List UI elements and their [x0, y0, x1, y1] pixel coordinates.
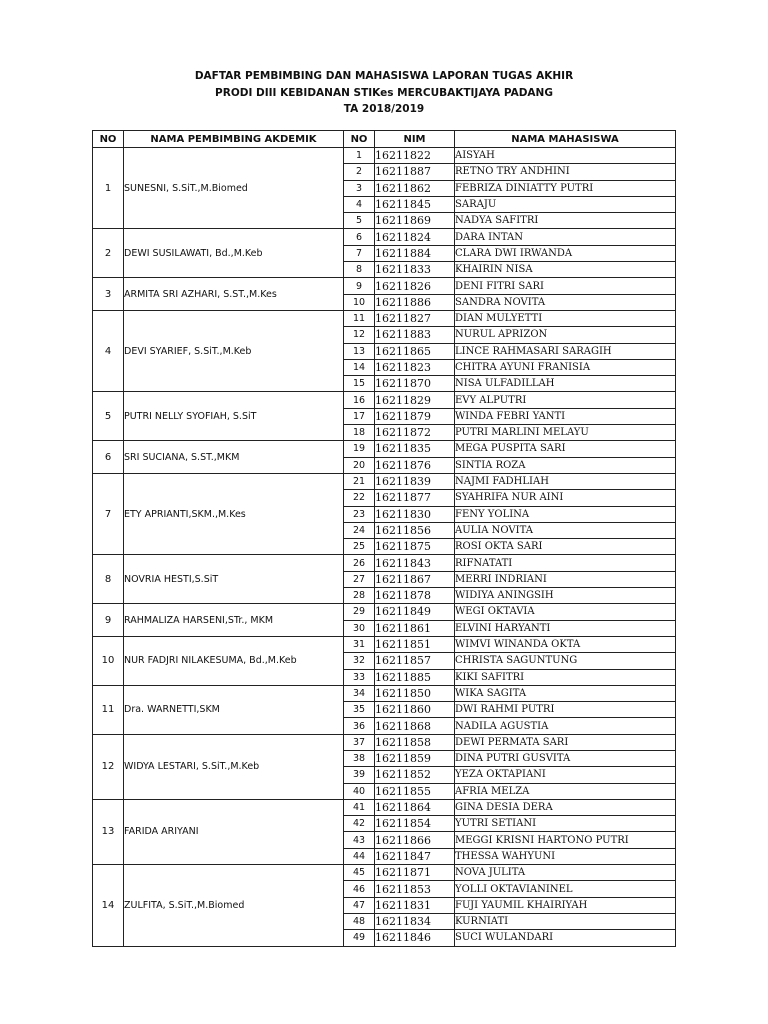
table-row	[93, 392, 676, 408]
student-name: AISYAH	[455, 148, 676, 164]
student-number: 45	[344, 865, 375, 881]
student-nim: 16211879	[375, 408, 455, 424]
advisor-name: DEVI SYARIEF, S.SiT.,M.Keb	[124, 310, 344, 391]
student-name: NURUL APRIZON	[455, 327, 676, 343]
student-nim: 16211864	[375, 799, 455, 815]
advisor-number: 4	[93, 310, 124, 391]
table-row	[93, 148, 676, 164]
student-number: 14	[344, 359, 375, 375]
student-number: 8	[344, 262, 375, 278]
student-nim: 16211870	[375, 376, 455, 392]
student-number: 46	[344, 881, 375, 897]
student-nim: 16211855	[375, 783, 455, 799]
student-number: 49	[344, 930, 375, 946]
student-name: GINA DESIA DERA	[455, 799, 676, 815]
student-nim: 16211829	[375, 392, 455, 408]
advisor-number: 2	[93, 229, 124, 278]
student-nim: 16211822	[375, 148, 455, 164]
student-name: YOLLI OKTAVIANINEL	[455, 881, 676, 897]
student-number: 26	[344, 555, 375, 571]
student-nim: 16211835	[375, 441, 455, 457]
advisor-name: ARMITA SRI AZHARI, S.ST.,M.Kes	[124, 278, 344, 311]
student-nim: 16211872	[375, 425, 455, 441]
student-number: 34	[344, 685, 375, 701]
student-name: WIKA SAGITA	[455, 685, 676, 701]
student-number: 43	[344, 832, 375, 848]
student-nim: 16211875	[375, 539, 455, 555]
student-name: KIKI SAFITRI	[455, 669, 676, 685]
table-row	[93, 685, 676, 701]
student-name: RIFNATATI	[455, 555, 676, 571]
student-name: EVY ALPUTRI	[455, 392, 676, 408]
student-name: DEWI PERMATA SARI	[455, 734, 676, 750]
advisor-number: 6	[93, 441, 124, 474]
student-nim: 16211860	[375, 702, 455, 718]
student-number: 3	[344, 180, 375, 196]
student-nim: 16211865	[375, 343, 455, 359]
header-student-name: NAMA MAHASISWA	[455, 131, 676, 148]
student-name: SANDRA NOVITA	[455, 294, 676, 310]
student-name: MERRI INDRIANI	[455, 571, 676, 587]
student-number: 12	[344, 327, 375, 343]
student-nim: 16211861	[375, 620, 455, 636]
student-nim: 16211827	[375, 310, 455, 326]
advisor-name: ZULFITA, S.SiT.,M.Biomed	[124, 865, 344, 946]
advisor-number: 1	[93, 148, 124, 229]
title-line-3: TA 2018/2019	[343, 103, 425, 115]
student-name: NAJMI FADHLIAH	[455, 473, 676, 489]
student-name: MEGGI KRISNI HARTONO PUTRI	[455, 832, 676, 848]
student-nim: 16211830	[375, 506, 455, 522]
advisor-number: 12	[93, 734, 124, 799]
student-number: 38	[344, 750, 375, 766]
student-name: ROSI OKTA SARI	[455, 539, 676, 555]
advisor-number: 11	[93, 685, 124, 734]
student-name: CLARA DWI IRWANDA	[455, 245, 676, 261]
student-nim: 16211867	[375, 571, 455, 587]
student-number: 16	[344, 392, 375, 408]
student-nim: 16211868	[375, 718, 455, 734]
student-name: NADILA AGUSTIA	[455, 718, 676, 734]
student-name: SYAHRIFA NUR AINI	[455, 490, 676, 506]
student-nim: 16211847	[375, 848, 455, 864]
student-number: 37	[344, 734, 375, 750]
student-nim: 16211856	[375, 522, 455, 538]
header-nim: NIM	[375, 131, 455, 148]
student-number: 5	[344, 213, 375, 229]
header-student-no: NO	[344, 131, 375, 148]
student-number: 1	[344, 148, 375, 164]
document-title	[0, 68, 768, 118]
header-advisor-name: NAMA PEMBIMBING AKDEMIK	[124, 131, 344, 148]
student-number: 20	[344, 457, 375, 473]
student-name: NISA ULFADILLAH	[455, 376, 676, 392]
student-nim: 16211849	[375, 604, 455, 620]
advisor-name: Dra. WARNETTI,SKM	[124, 685, 344, 734]
student-number: 2	[344, 164, 375, 180]
student-number: 10	[344, 294, 375, 310]
student-nim: 16211878	[375, 588, 455, 604]
advisor-number: 7	[93, 473, 124, 554]
student-number: 13	[344, 343, 375, 359]
student-nim: 16211887	[375, 164, 455, 180]
student-number: 41	[344, 799, 375, 815]
advisor-name: PUTRI NELLY SYOFIAH, S.SiT	[124, 392, 344, 441]
advisor-number: 8	[93, 555, 124, 604]
student-name: THESSA WAHYUNI	[455, 848, 676, 864]
student-name: DINA PUTRI GUSVITA	[455, 750, 676, 766]
student-nim: 16211839	[375, 473, 455, 489]
student-name: KHAIRIN NISA	[455, 262, 676, 278]
student-number: 40	[344, 783, 375, 799]
table-row	[93, 310, 676, 326]
student-nim: 16211859	[375, 750, 455, 766]
student-name: AFRIA MELZA	[455, 783, 676, 799]
table-row	[93, 865, 676, 881]
student-number: 35	[344, 702, 375, 718]
student-name: AULIA NOVITA	[455, 522, 676, 538]
table-header-row	[93, 131, 676, 148]
student-number: 9	[344, 278, 375, 294]
advisor-name: NUR FADJRI NILAKESUMA, Bd.,M.Keb	[124, 636, 344, 685]
student-name: WINDA FEBRI YANTI	[455, 408, 676, 424]
student-name: SUCI WULANDARI	[455, 930, 676, 946]
student-number: 23	[344, 506, 375, 522]
student-nim: 16211883	[375, 327, 455, 343]
advisor-number: 9	[93, 604, 124, 637]
student-number: 7	[344, 245, 375, 261]
student-number: 47	[344, 897, 375, 913]
table-row	[93, 278, 676, 294]
student-name: CHRISTA SAGUNTUNG	[455, 653, 676, 669]
student-name: LINCE RAHMASARI SARAGIH	[455, 343, 676, 359]
student-name: WEGI OKTAVIA	[455, 604, 676, 620]
table-row	[93, 604, 676, 620]
advisor-name: WIDYA LESTARI, S.SiT.,M.Keb	[124, 734, 344, 799]
student-nim: 16211823	[375, 359, 455, 375]
student-nim: 16211877	[375, 490, 455, 506]
student-name: YUTRI SETIANI	[455, 816, 676, 832]
table-row	[93, 473, 676, 489]
student-number: 28	[344, 588, 375, 604]
student-nim: 16211831	[375, 897, 455, 913]
student-number: 33	[344, 669, 375, 685]
advisor-number: 10	[93, 636, 124, 685]
student-name: FEBRIZA DINIATTY PUTRI	[455, 180, 676, 196]
table-row	[93, 441, 676, 457]
header-advisor-no: NO	[93, 131, 124, 148]
student-name: YEZA OKTAPIANI	[455, 767, 676, 783]
student-name: DARA INTAN	[455, 229, 676, 245]
student-nim: 16211857	[375, 653, 455, 669]
student-number: 6	[344, 229, 375, 245]
student-nim: 16211852	[375, 767, 455, 783]
student-number: 42	[344, 816, 375, 832]
student-nim: 16211843	[375, 555, 455, 571]
student-nim: 16211824	[375, 229, 455, 245]
table-body	[93, 148, 676, 947]
table-row	[93, 636, 676, 652]
student-name: SINTIA ROZA	[455, 457, 676, 473]
student-name: KURNIATI	[455, 913, 676, 929]
student-number: 25	[344, 539, 375, 555]
advisor-number: 5	[93, 392, 124, 441]
student-name: ELVINI HARYANTI	[455, 620, 676, 636]
student-name: WIDIYA ANINGSIH	[455, 588, 676, 604]
student-number: 18	[344, 425, 375, 441]
student-number: 31	[344, 636, 375, 652]
advisor-name: DEWI SUSILAWATI, Bd.,M.Keb	[124, 229, 344, 278]
student-nim: 16211862	[375, 180, 455, 196]
advisor-name: RAHMALIZA HARSENI,STr., MKM	[124, 604, 344, 637]
advisor-number: 3	[93, 278, 124, 311]
student-number: 48	[344, 913, 375, 929]
student-name: NADYA SAFITRI	[455, 213, 676, 229]
student-name: FUJI YAUMIL KHAIRIYAH	[455, 897, 676, 913]
student-number: 24	[344, 522, 375, 538]
student-nim: 16211866	[375, 832, 455, 848]
student-nim: 16211851	[375, 636, 455, 652]
advisor-name: NOVRIA HESTI,S.SiT	[124, 555, 344, 604]
student-nim: 16211826	[375, 278, 455, 294]
student-nim: 16211833	[375, 262, 455, 278]
student-nim: 16211886	[375, 294, 455, 310]
student-nim: 16211884	[375, 245, 455, 261]
student-number: 11	[344, 310, 375, 326]
student-name: RETNO TRY ANDHINI	[455, 164, 676, 180]
advisor-student-table	[92, 130, 676, 947]
advisor-name: SUNESNI, S.SiT.,M.Biomed	[124, 148, 344, 229]
student-number: 15	[344, 376, 375, 392]
student-number: 39	[344, 767, 375, 783]
student-number: 27	[344, 571, 375, 587]
student-nim: 16211853	[375, 881, 455, 897]
student-nim: 16211846	[375, 930, 455, 946]
student-number: 30	[344, 620, 375, 636]
student-number: 44	[344, 848, 375, 864]
advisor-name: ETY APRIANTI,SKM.,M.Kes	[124, 473, 344, 554]
student-name: CHITRA AYUNI FRANISIA	[455, 359, 676, 375]
student-number: 32	[344, 653, 375, 669]
student-name: DIAN MULYETTI	[455, 310, 676, 326]
student-name: MEGA PUSPITA SARI	[455, 441, 676, 457]
student-number: 36	[344, 718, 375, 734]
student-nim: 16211885	[375, 669, 455, 685]
student-name: WIMVI WINANDA OKTA	[455, 636, 676, 652]
student-nim: 16211854	[375, 816, 455, 832]
student-number: 19	[344, 441, 375, 457]
student-number: 4	[344, 196, 375, 212]
table-row	[93, 555, 676, 571]
student-nim: 16211834	[375, 913, 455, 929]
advisor-name: FARIDA ARIYANI	[124, 799, 344, 864]
table-row	[93, 799, 676, 815]
student-nim: 16211858	[375, 734, 455, 750]
student-name: SARAJU	[455, 196, 676, 212]
student-nim: 16211850	[375, 685, 455, 701]
student-nim: 16211871	[375, 865, 455, 881]
advisor-number: 13	[93, 799, 124, 864]
title-line-1: DAFTAR PEMBIMBING DAN MAHASISWA LAPORAN TUGAS AKHIR	[194, 70, 574, 82]
title-line-2: PRODI DIII KEBIDANAN STIKes MERCUBAKTIJAYA PADANG	[215, 86, 553, 99]
table-row	[93, 734, 676, 750]
table-row	[93, 229, 676, 245]
student-number: 17	[344, 408, 375, 424]
student-number: 21	[344, 473, 375, 489]
advisor-number: 14	[93, 865, 124, 946]
student-name: NOVA JULITA	[455, 865, 676, 881]
advisor-name: SRI SUCIANA, S.ST.,MKM	[124, 441, 344, 474]
student-number: 22	[344, 490, 375, 506]
student-nim: 16211876	[375, 457, 455, 473]
student-nim: 16211845	[375, 196, 455, 212]
student-name: FENY YOLINA	[455, 506, 676, 522]
student-nim: 16211869	[375, 213, 455, 229]
student-name: PUTRI MARLINI MELAYU	[455, 425, 676, 441]
student-number: 29	[344, 604, 375, 620]
student-name: DWI RAHMI PUTRI	[455, 702, 676, 718]
student-name: DENI FITRI SARI	[455, 278, 676, 294]
